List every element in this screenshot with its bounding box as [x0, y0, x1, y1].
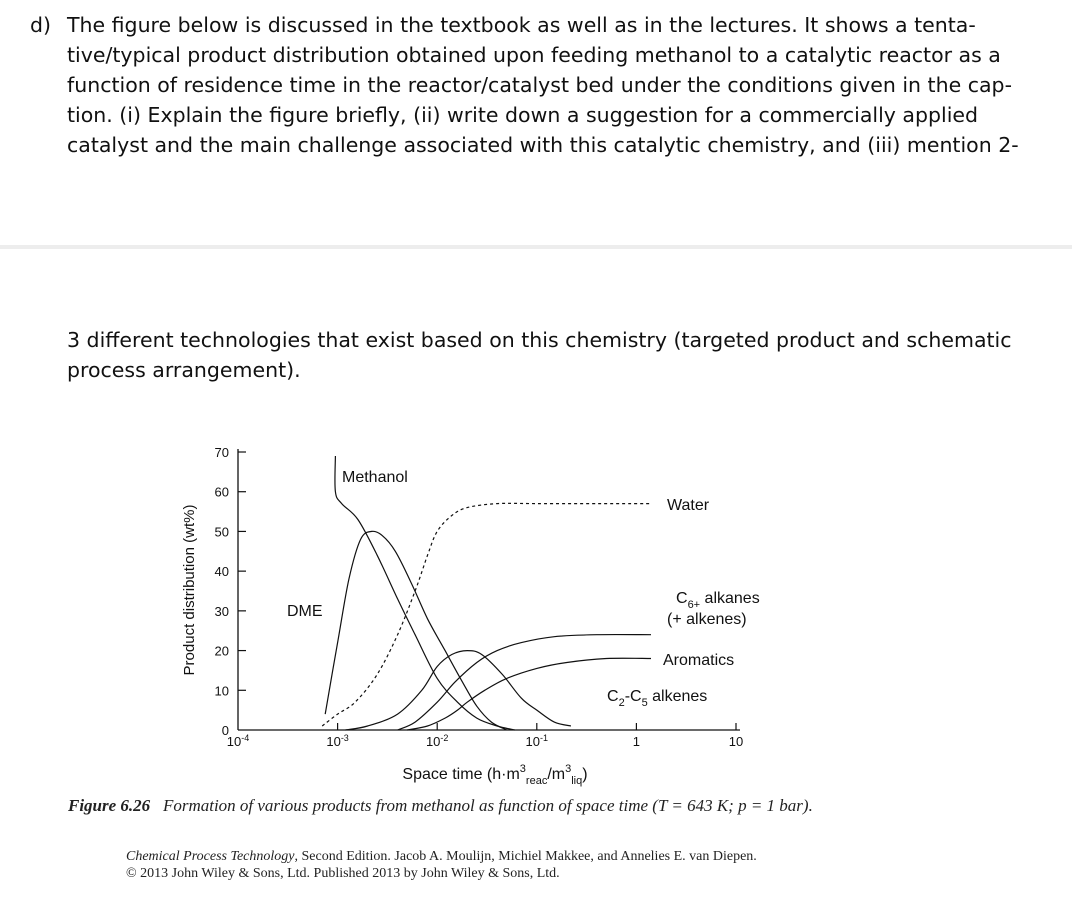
annotation-methanol: Methanol [342, 469, 408, 486]
x-axis-label: Space time $(h\cdot m^3_{reac}/m^3_{liq})$ [402, 763, 588, 787]
question-line: function of residence time in the reactor/catalyst bed under the conditions given in the cap- [67, 73, 1012, 97]
y-tick-label: 40 [214, 564, 229, 580]
question-line: tion. (i) Explain the figure briefly, (ii) write down a suggestion for a commercially applied [67, 103, 979, 127]
y-axis [215, 445, 246, 738]
y-tick-label: 30 [214, 603, 229, 619]
series-line-dme [325, 531, 507, 730]
credit-book-title: Chemical Process Technology [126, 849, 295, 864]
series-line-c2-c5-alkenes [346, 651, 571, 730]
figure-label: Figure 6.26 [68, 796, 151, 815]
x-tick-label: $10^{-2}$ [425, 733, 449, 749]
figure-credit [126, 848, 757, 882]
annotation-c2-c5-alkenes: $C_2-C_5$ alkenes [607, 688, 708, 709]
page-divider [0, 245, 1072, 249]
series-line-water [322, 503, 651, 726]
y-axis-label: Product distribution (wt%) [181, 504, 198, 676]
question-line: process arrangement). [67, 358, 301, 382]
series-line-aromatics [398, 635, 651, 730]
annotation-c6-alkanes: $C_{6+}$ alkanes [676, 590, 760, 611]
x-tick-label: $10^{-4}$ [226, 733, 250, 749]
annotations [287, 469, 760, 709]
x-tick-label: 10 [728, 734, 744, 749]
figure-caption-text: Formation of various products from methanol as function of space time (T = 643 K; p = 1 bar). [162, 796, 813, 815]
y-tick-label: 70 [214, 445, 229, 460]
question-line: tive/typical product distribution obtained upon feeding methanol to a catalytic reactor as a [67, 43, 1001, 67]
question-text [30, 10, 1040, 160]
credit-line: © 2013 John Wiley & Sons, Ltd. Published 2013 by John Wiley & Sons, Ltd. [126, 866, 560, 881]
question-line: 3 different technologies that exist based on this chemistry (targeted product and schematic [67, 328, 1012, 352]
y-tick-label: 20 [214, 643, 229, 659]
y-tick-label: 60 [214, 484, 229, 500]
annotation-water: Water [667, 497, 710, 514]
question-line: catalyst and the main challenge associated with this catalytic chemistry, and (iii) mention 2- [67, 133, 1019, 157]
figure-caption [68, 796, 813, 816]
annotation-aromatics: Aromatics [663, 652, 735, 669]
y-tick-label: 10 [214, 683, 229, 699]
question-line: d) The figure below is discussed in the textbook as well as in the lectures. It shows a tenta- [30, 10, 1040, 40]
question-text-continued [30, 325, 1040, 385]
annotation-c6-alkenes: (+ alkenes) [667, 611, 747, 628]
y-tick-label: 50 [214, 524, 229, 540]
product-distribution-chart [0, 430, 1072, 790]
credit-line: Chemical Process Technology, Second Edition. Jacob A. Moulijn, Michiel Makkee, and Annelies E. van Diepen. [126, 849, 757, 864]
x-tick-label: $10^{-1}$ [525, 733, 549, 749]
x-tick-label: $10^{-3}$ [326, 733, 349, 749]
annotation-dme: DME [287, 603, 323, 620]
question-label: d) [30, 13, 52, 37]
x-tick-label: 1 [632, 734, 641, 749]
x-axis [227, 723, 743, 749]
y-tick-label: 0 [221, 723, 229, 738]
